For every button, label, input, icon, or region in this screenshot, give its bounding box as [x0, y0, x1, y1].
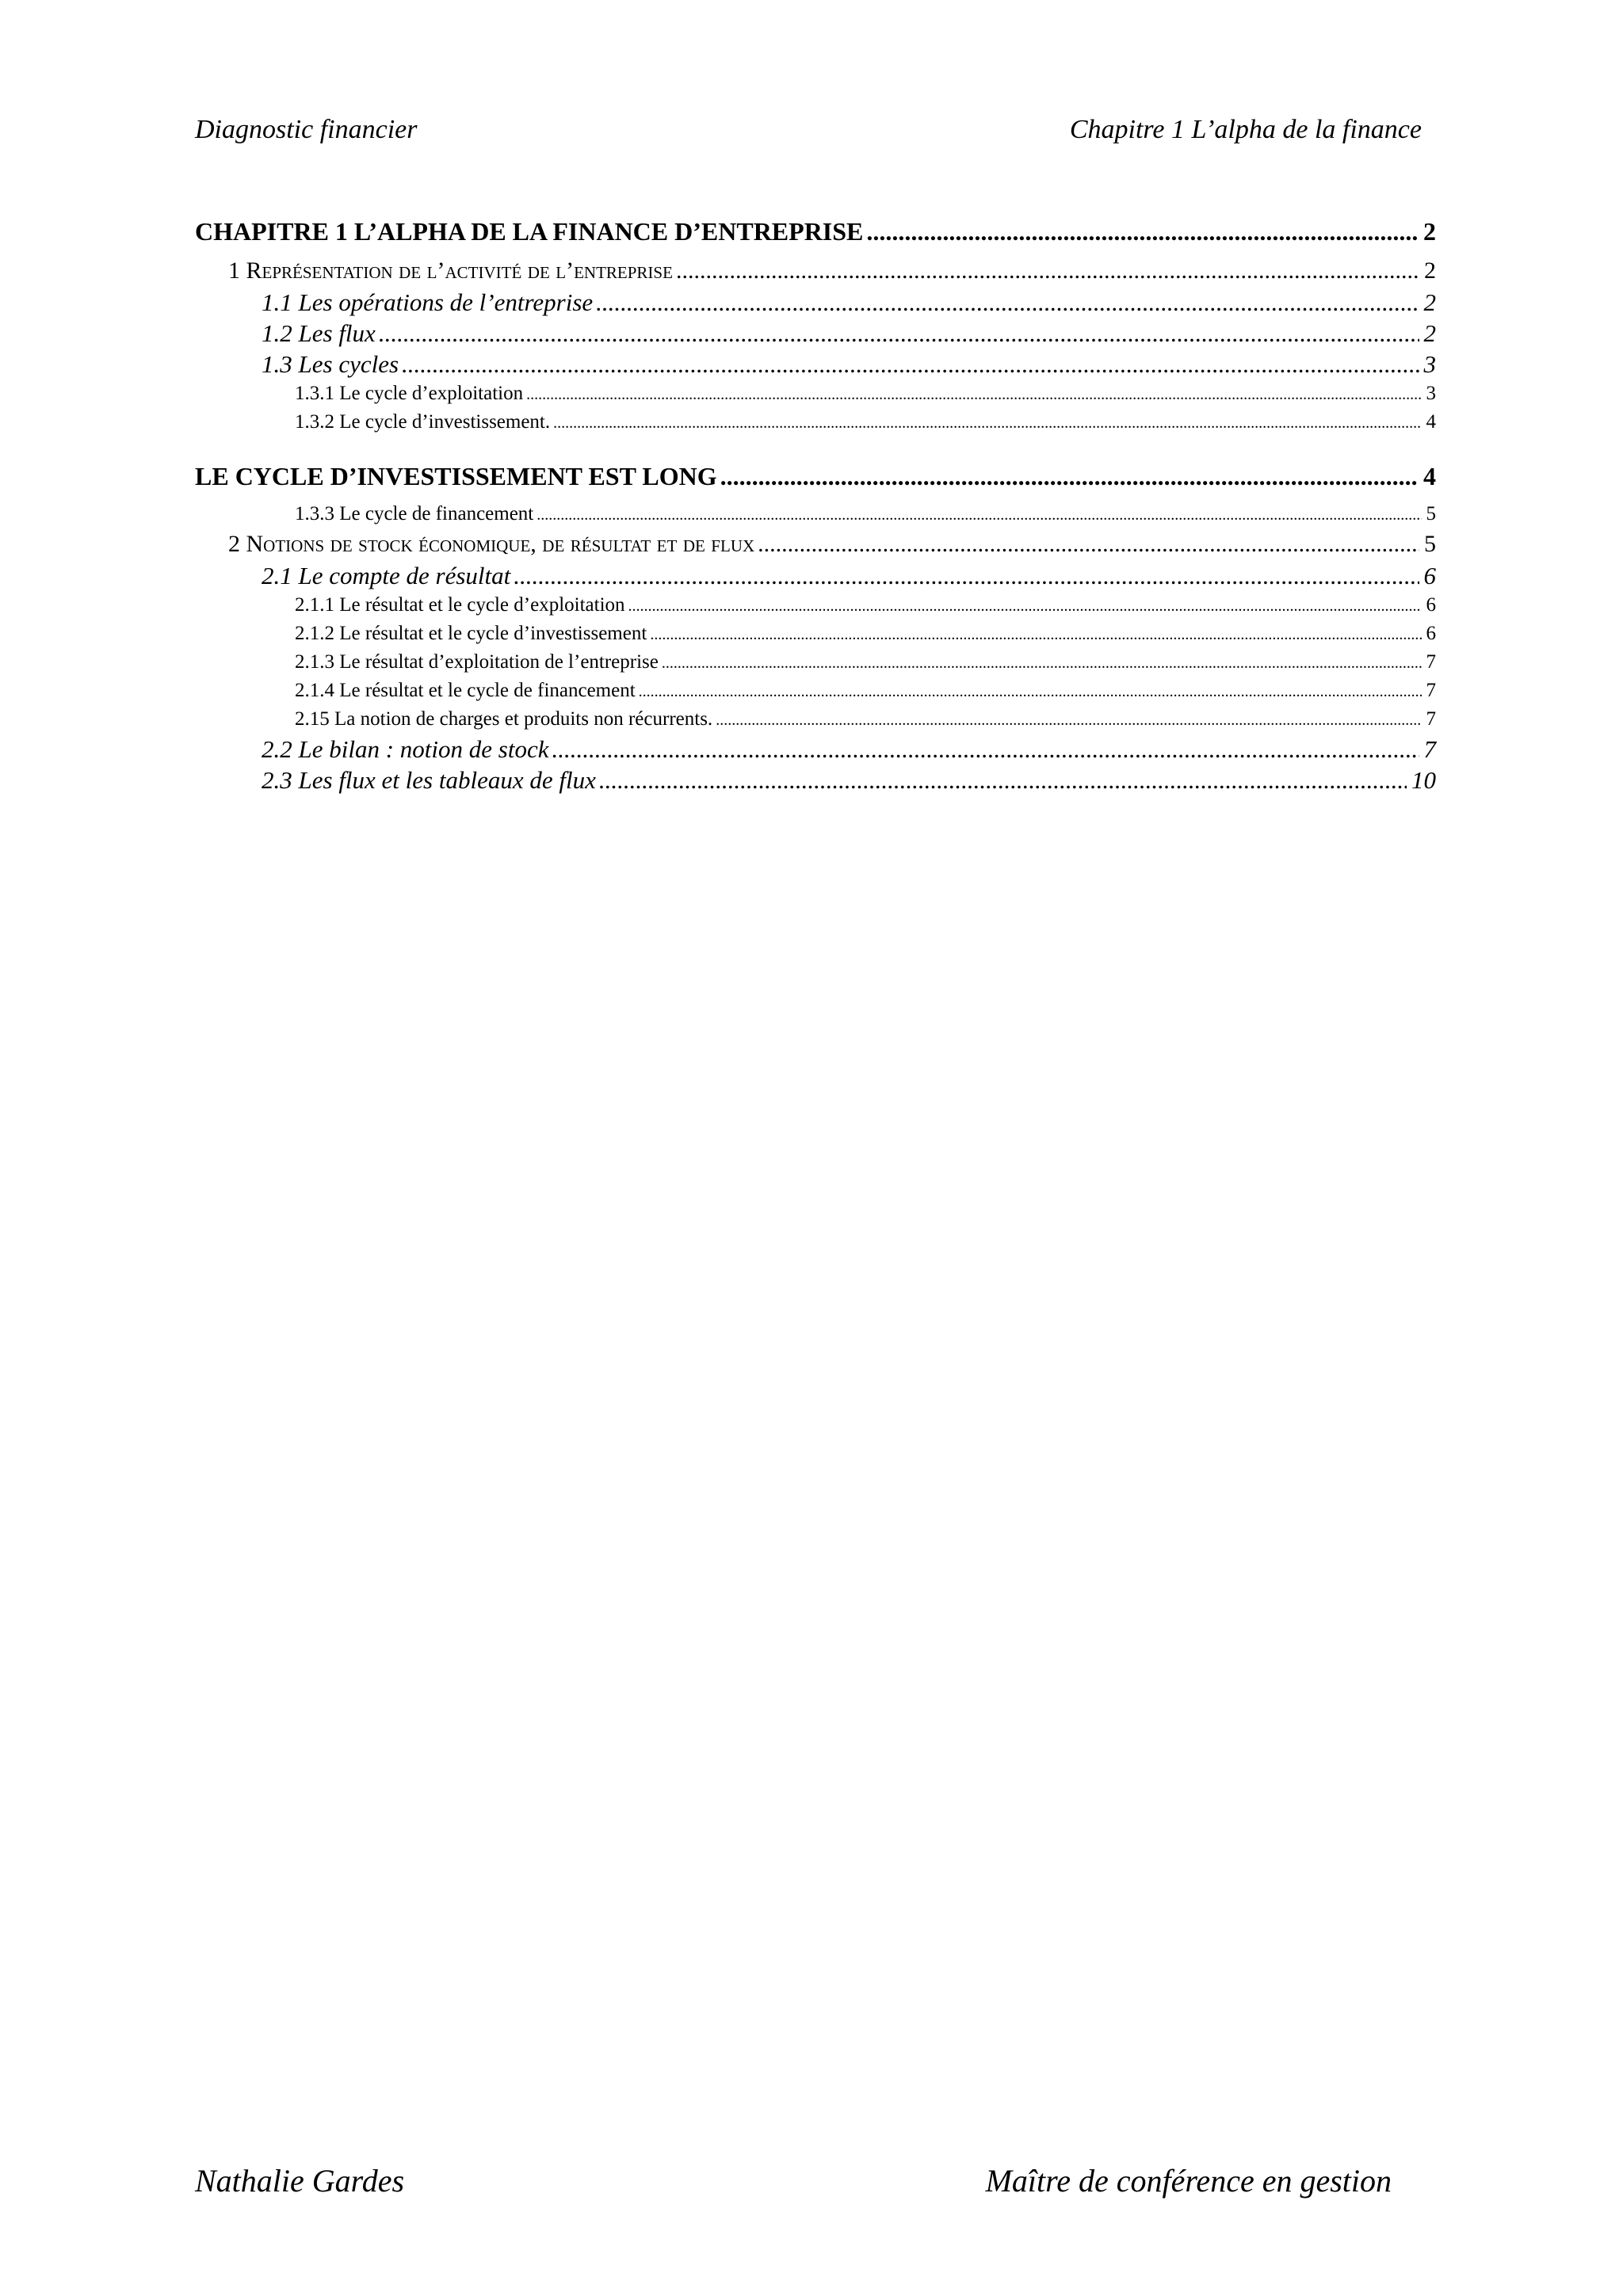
footer-author: Nathalie Gardes	[195, 2163, 405, 2199]
toc-dot-leader	[758, 528, 1419, 560]
toc-entry-title: 2.1.1 Le résultat et le cycle d’exploitation	[295, 594, 625, 616]
toc-entry-title: 2.1 Le compte de résultat	[262, 562, 511, 589]
toc-dot-leader	[514, 560, 1419, 591]
toc-entry-page: 3	[1426, 383, 1436, 404]
toc-dot-leader	[379, 318, 1419, 349]
toc-entry-title: 1 Représentation de l’activité de l’entreprise	[228, 257, 673, 284]
toc-entry[interactable]	[0, 379, 1623, 408]
toc-dot-leader	[402, 349, 1419, 379]
toc-entry[interactable]	[0, 560, 1623, 591]
toc-entry-title: 2.15 La notion de charges et produits non récurrents.	[295, 708, 713, 730]
toc-entry[interactable]	[0, 255, 1623, 287]
toc-entry-title: 1.2 Les flux	[262, 319, 376, 347]
toc-entry-page: 7	[1426, 680, 1436, 701]
toc-entry-title: 2.1.2 Le résultat et le cycle d’investissement	[295, 623, 647, 644]
toc-entry-page: 2	[1424, 257, 1436, 284]
header-document-title: Diagnostic financier	[195, 115, 418, 144]
toc-entry-title: 2 Notions de stock économique, de résultat et de flux	[228, 531, 755, 557]
toc-entry[interactable]	[0, 287, 1623, 318]
toc-entry[interactable]	[0, 591, 1623, 620]
footer-author-title: Maître de conférence en gestion	[985, 2163, 1392, 2199]
toc-entry[interactable]	[0, 528, 1623, 560]
toc-entry[interactable]	[0, 765, 1623, 795]
toc-entry-page: 5	[1424, 531, 1436, 557]
toc-entry-page: 4	[1423, 462, 1436, 490]
toc-entry-page: 4	[1426, 411, 1436, 433]
toc-entry-page: 6	[1426, 594, 1436, 616]
toc-entry[interactable]	[0, 408, 1623, 437]
toc-entry[interactable]	[0, 500, 1623, 528]
toc-entry-title: 2.3 Les flux et les tableaux de flux	[262, 766, 596, 794]
toc-dot-leader	[676, 255, 1419, 287]
toc-dot-leader	[628, 591, 1422, 620]
toc-entry-page: 6	[1426, 623, 1436, 644]
toc-dot-leader	[716, 705, 1421, 734]
toc-dot-leader	[599, 765, 1407, 795]
toc-entry[interactable]	[0, 208, 1623, 255]
toc-entry-page: 2	[1423, 319, 1436, 347]
toc-entry[interactable]	[0, 734, 1623, 765]
toc-entry-title: 1.3.1 Le cycle d’exploitation	[295, 383, 524, 404]
toc-entry-title: 2.1.3 Le résultat d’exploitation de l’entreprise	[295, 651, 659, 673]
toc-entry-page: 7	[1426, 708, 1436, 730]
toc-entry[interactable]	[0, 620, 1623, 648]
toc-dot-leader	[596, 287, 1419, 318]
toc-dot-leader	[662, 648, 1422, 677]
toc-entry-title: 2.2 Le bilan : notion de stock	[262, 735, 549, 763]
toc-dot-leader	[526, 379, 1421, 409]
toc-dot-leader	[537, 500, 1421, 529]
toc-entry-title: 1.3 Les cycles	[262, 350, 399, 378]
toc-entry-page: 3	[1423, 350, 1436, 378]
toc-entry-page: 10	[1411, 766, 1436, 794]
toc-entry-title: LE CYCLE D’INVESTISSEMENT EST LONG	[195, 462, 717, 490]
toc-entry[interactable]	[0, 705, 1623, 734]
toc-entry[interactable]	[0, 318, 1623, 349]
toc-entry-title: 2.1.4 Le résultat et le cycle de financement	[295, 680, 636, 701]
toc-entry-page: 5	[1426, 503, 1436, 524]
toc-dot-leader	[866, 208, 1419, 255]
table-of-contents	[0, 208, 1623, 795]
toc-entry[interactable]	[0, 648, 1623, 677]
toc-dot-leader	[639, 677, 1422, 706]
toc-entry-page: 2	[1423, 217, 1436, 246]
toc-entry-page: 2	[1423, 288, 1436, 316]
toc-entry-title: CHAPITRE 1 L’ALPHA DE LA FINANCE D’ENTREPRISE	[195, 217, 864, 246]
toc-entry-title: 1.3.3 Le cycle de financement	[295, 503, 534, 524]
toc-entry-page: 7	[1426, 651, 1436, 673]
toc-entry[interactable]	[0, 677, 1623, 705]
toc-entry-title: 1.3.2 Le cycle d’investissement.	[295, 411, 551, 433]
toc-entry[interactable]	[0, 349, 1623, 379]
toc-dot-leader	[650, 620, 1421, 649]
toc-dot-leader	[553, 408, 1421, 437]
toc-entry-title: 1.1 Les opérations de l’entreprise	[262, 288, 594, 316]
toc-dot-leader	[552, 734, 1419, 765]
toc-dot-leader	[720, 452, 1419, 500]
header-chapter-title: Chapitre 1 L’alpha de la finance	[1069, 115, 1422, 144]
toc-entry-page: 7	[1423, 735, 1436, 763]
toc-entry-page: 6	[1423, 562, 1436, 589]
toc-entry[interactable]	[0, 452, 1623, 500]
